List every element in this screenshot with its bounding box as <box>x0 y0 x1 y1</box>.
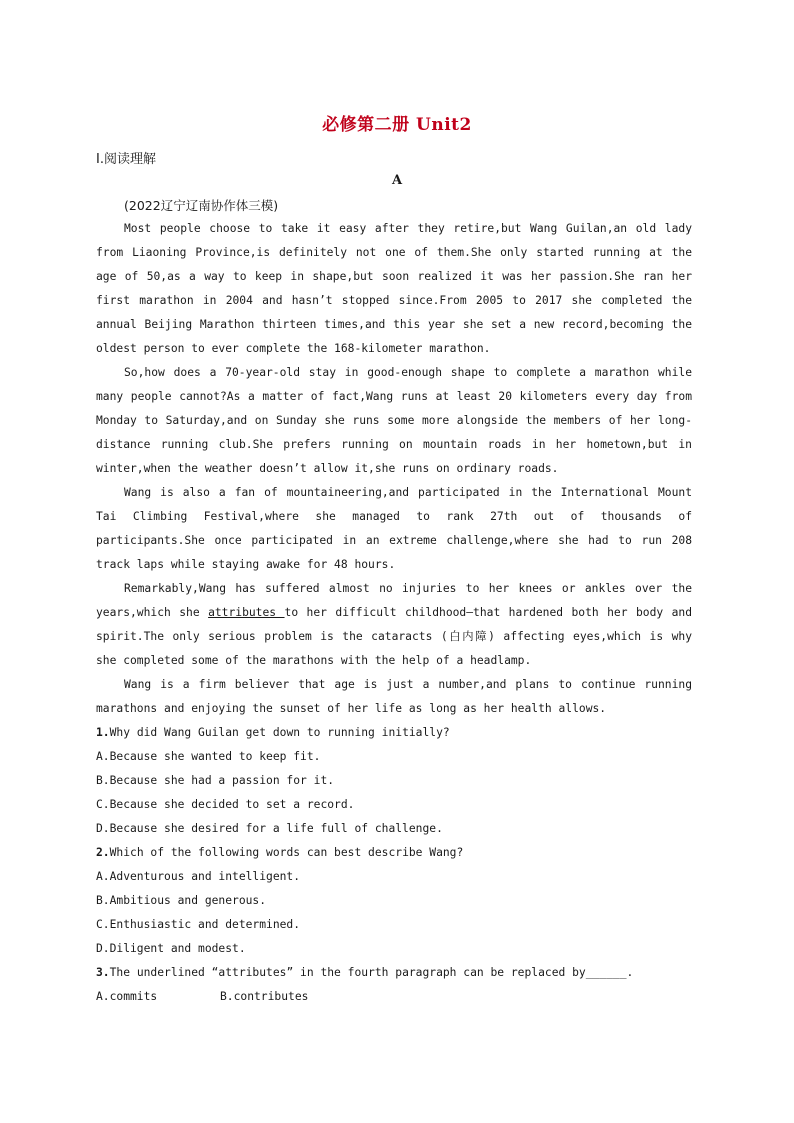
page-title: 必修第二册 Unit2 <box>322 115 472 135</box>
question-text: Why did Wang Guilan get down to running initially? <box>109 726 450 739</box>
paragraph-4 <box>96 577 692 673</box>
paragraph-5: Wang is a firm believer that age is just a number,and plans to continue running marathons and enjoying the sunset of her life as long as her health allows. <box>96 678 692 715</box>
question-number: 2. <box>96 846 110 859</box>
paragraph-4-start: Remarkably,Wang has suffered almost no injuries to her knees or ankles over the years,which she <box>96 582 692 619</box>
question-3-options <box>96 985 692 1009</box>
paragraph-2: So,how does a 70-year-old stay in good-enough shape to complete a marathon while many people cannot?As a matter of fact,Wang runs at least 20 kilometers every day from Monday to Saturday,and on Sunday she runs some more alongside the members of her long-distance running club.She prefers running on mountain roads in her hometown,but in winter,when the weather doesn’t allow it,she runs on ordinary roads. <box>96 366 692 475</box>
question-number: 1. <box>96 726 110 739</box>
question-2-option-c: C.Enthusiastic and determined. <box>96 918 301 931</box>
question-1-option-c: C.Because she decided to set a record. <box>96 798 355 811</box>
question-2-option-a: A.Adventurous and intelligent. <box>96 870 301 883</box>
question-3-option-a: A.commits <box>96 990 158 1003</box>
passage-body <box>96 217 692 1009</box>
passage-source: (2022辽宁辽南协作体三模) <box>124 198 279 213</box>
question-1 <box>96 721 692 745</box>
question-number: 3. <box>96 966 110 979</box>
section-label: Ⅰ.阅读理解 <box>96 152 156 167</box>
question-1-option-a: A.Because she wanted to keep fit. <box>96 750 321 763</box>
question-3 <box>96 961 692 985</box>
passage-letter: A <box>391 173 403 188</box>
underlined-word: attributes <box>208 606 285 619</box>
question-text: The underlined “attributes” in the fourth paragraph can be replaced by______. <box>109 966 634 979</box>
paragraph-1: Most people choose to take it easy after they retire,but Wang Guilan,an old lady from Liaoning Province,is definitely not one of them.She only started running at the age of 50,as a way to keep in shape,but soon realized it was her passion.She ran her first marathon in 2004 and hasn’t stopped since.From 2005 to 2017 she completed the annual Beijing Marathon thirteen times,and this year she set a new record,becoming the oldest person to ever complete the 168-kilometer marathon. <box>96 222 692 355</box>
question-2-option-b: B.Ambitious and generous. <box>96 894 267 907</box>
paragraph-4-end: to her difficult childhood—that hardened both her body and spirit.The only serious problem is the cataracts (白内障) affecting eyes,which is why she completed some of the marathons with the help of a headlamp. <box>96 606 692 667</box>
question-3-option-b: B.contributes <box>220 990 309 1003</box>
question-1-option-b: B.Because she had a passion for it. <box>96 774 335 787</box>
question-text: Which of the following words can best describe Wang? <box>109 846 464 859</box>
question-2 <box>96 841 692 865</box>
question-2-option-d: D.Diligent and modest. <box>96 942 246 955</box>
question-1-option-d: D.Because she desired for a life full of challenge. <box>96 822 443 835</box>
paragraph-3: Wang is also a fan of mountaineering,and participated in the International Mount Tai Climbing Festival,where she managed to rank 27th out of thousands of participants.She once participated in an extreme challenge,where she had to run 208 track laps while staying awake for 48 hours. <box>96 486 692 571</box>
